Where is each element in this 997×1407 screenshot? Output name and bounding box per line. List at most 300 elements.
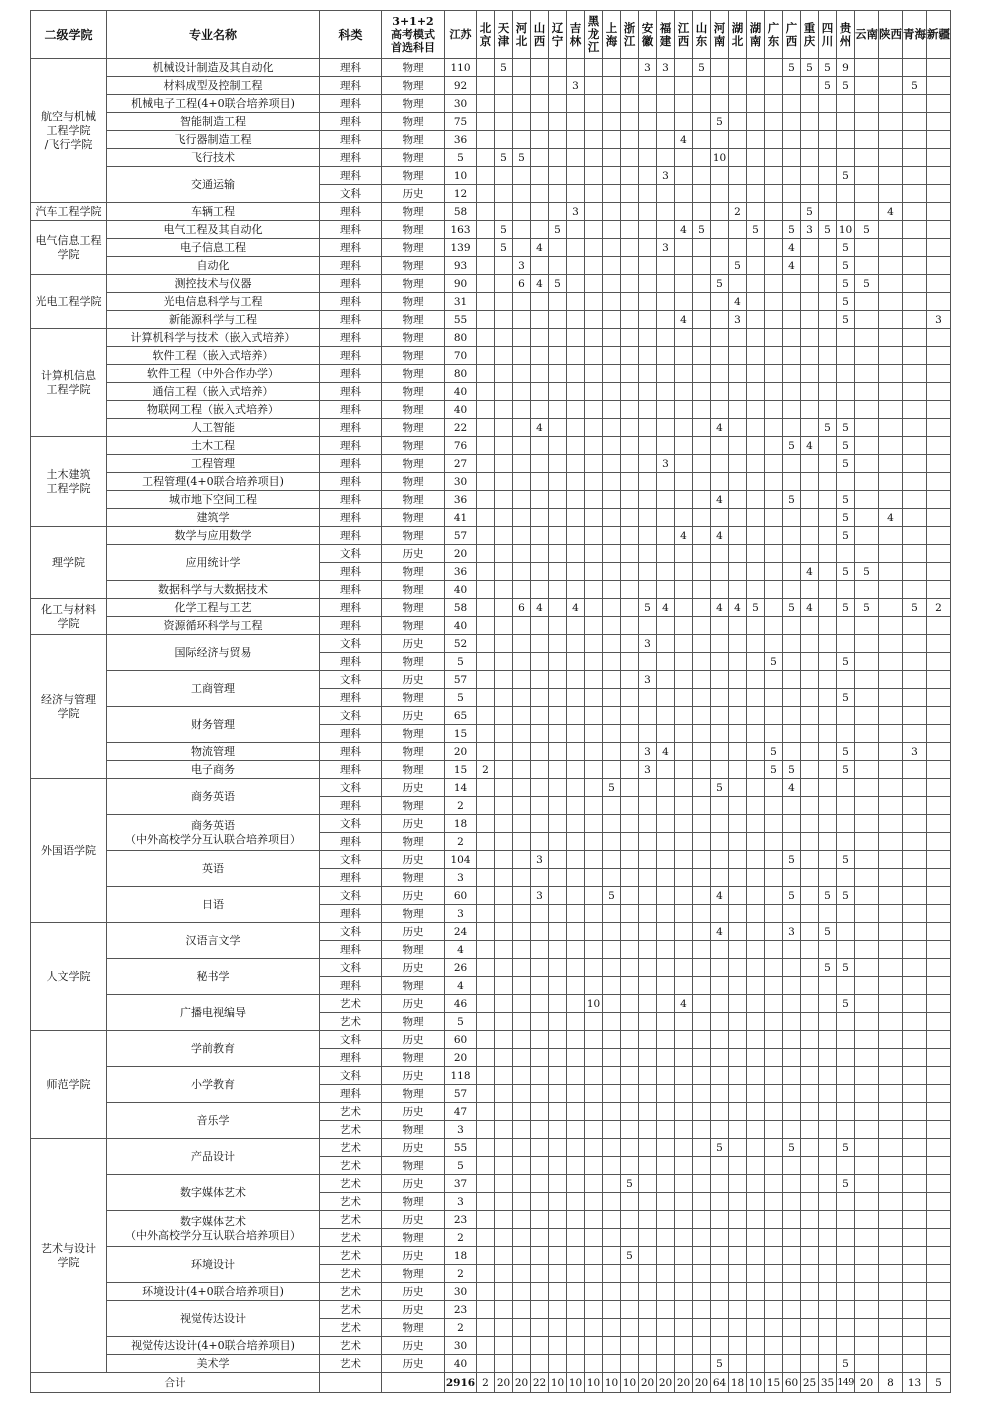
province-quota-cell xyxy=(729,1265,747,1283)
province-quota-cell xyxy=(621,1337,639,1355)
major-cell: 应用统计学 xyxy=(107,545,320,581)
province-quota-cell xyxy=(513,365,531,383)
province-quota-cell xyxy=(657,563,675,581)
total-province-cell: 5 xyxy=(927,1373,951,1393)
header-province: 湖南 xyxy=(747,11,765,59)
jiangsu-quota-cell: 93 xyxy=(445,257,477,275)
college-cell: 电气信息工程 学院 xyxy=(31,221,107,275)
province-quota-cell xyxy=(639,1085,657,1103)
province-quota-cell xyxy=(675,347,693,365)
jiangsu-quota-cell: 163 xyxy=(445,221,477,239)
province-quota-cell xyxy=(747,581,765,599)
province-quota-cell xyxy=(639,347,657,365)
category-cell: 理科 xyxy=(320,797,382,815)
province-quota-cell xyxy=(585,959,603,977)
province-quota-cell xyxy=(819,1013,837,1031)
province-quota-cell xyxy=(477,1121,495,1139)
province-quota-cell xyxy=(765,833,783,851)
province-quota-cell xyxy=(477,239,495,257)
province-quota-cell xyxy=(819,293,837,311)
subject-cell: 历史 xyxy=(382,671,445,689)
province-quota-cell xyxy=(729,1049,747,1067)
province-quota-cell xyxy=(531,1229,549,1247)
province-quota-cell xyxy=(711,1031,729,1049)
province-quota-cell xyxy=(585,149,603,167)
jiangsu-quota-cell: 80 xyxy=(445,365,477,383)
province-quota-cell xyxy=(711,617,729,635)
province-quota-cell xyxy=(765,995,783,1013)
province-quota-cell xyxy=(477,851,495,869)
province-quota-cell xyxy=(801,275,819,293)
province-quota-cell xyxy=(585,635,603,653)
province-quota-cell xyxy=(783,185,801,203)
province-quota-cell xyxy=(693,941,711,959)
jiangsu-quota-cell: 58 xyxy=(445,599,477,617)
province-quota-cell xyxy=(603,563,621,581)
province-quota-cell xyxy=(801,1301,819,1319)
province-quota-cell xyxy=(621,797,639,815)
province-quota-cell xyxy=(855,1319,879,1337)
province-quota-cell xyxy=(495,1085,513,1103)
province-quota-cell xyxy=(639,383,657,401)
province-quota-cell xyxy=(603,761,621,779)
province-quota-cell xyxy=(513,653,531,671)
province-quota-cell xyxy=(729,221,747,239)
province-quota-cell xyxy=(855,1301,879,1319)
major-cell: 电子信息工程 xyxy=(107,239,320,257)
province-quota-cell xyxy=(747,347,765,365)
province-quota-cell xyxy=(585,707,603,725)
province-quota-cell xyxy=(903,473,927,491)
province-quota-cell xyxy=(927,815,951,833)
header-province: 云南 xyxy=(855,11,879,59)
province-quota-cell xyxy=(729,563,747,581)
province-quota-cell xyxy=(639,725,657,743)
province-quota-cell xyxy=(585,437,603,455)
province-quota-cell xyxy=(495,1283,513,1301)
category-cell: 理科 xyxy=(320,131,382,149)
province-quota-cell xyxy=(639,1301,657,1319)
province-quota-cell xyxy=(675,599,693,617)
province-quota-cell xyxy=(621,329,639,347)
province-quota-cell xyxy=(903,1139,927,1157)
table-row xyxy=(31,959,951,977)
province-quota-cell xyxy=(801,1031,819,1049)
province-quota-cell xyxy=(603,671,621,689)
province-quota-cell xyxy=(801,491,819,509)
total-province-cell: 10 xyxy=(549,1373,567,1393)
province-quota-cell xyxy=(903,653,927,671)
province-quota-cell xyxy=(879,779,903,797)
table-row xyxy=(31,221,951,239)
province-quota-cell xyxy=(693,149,711,167)
province-quota-cell xyxy=(495,185,513,203)
province-quota-cell xyxy=(531,689,549,707)
province-quota-cell xyxy=(675,941,693,959)
province-quota-cell xyxy=(855,761,879,779)
province-quota-cell xyxy=(819,833,837,851)
province-quota-cell xyxy=(837,1265,855,1283)
province-quota-cell xyxy=(747,977,765,995)
province-quota-cell xyxy=(765,419,783,437)
province-quota-cell xyxy=(531,1157,549,1175)
major-cell: 数字媒体艺术 （中外高校学分互认联合培养项目） xyxy=(107,1211,320,1247)
province-quota-cell xyxy=(477,1031,495,1049)
province-quota-cell xyxy=(531,311,549,329)
province-quota-cell xyxy=(567,1103,585,1121)
province-quota-cell xyxy=(801,1139,819,1157)
province-quota-cell xyxy=(513,419,531,437)
province-quota-cell xyxy=(693,1211,711,1229)
province-quota-cell xyxy=(513,941,531,959)
province-quota-cell xyxy=(603,95,621,113)
province-quota-cell xyxy=(729,1301,747,1319)
province-quota-cell xyxy=(879,401,903,419)
province-quota-cell xyxy=(477,1103,495,1121)
province-quota-cell xyxy=(639,167,657,185)
province-quota-cell xyxy=(567,1301,585,1319)
province-quota-cell xyxy=(693,1085,711,1103)
province-quota-cell xyxy=(477,941,495,959)
province-quota-cell xyxy=(621,1031,639,1049)
province-quota-cell xyxy=(657,617,675,635)
province-quota-cell xyxy=(513,959,531,977)
province-quota-cell xyxy=(729,1211,747,1229)
jiangsu-quota-cell: 26 xyxy=(445,959,477,977)
major-cell: 新能源科学与工程 xyxy=(107,311,320,329)
province-quota-cell xyxy=(531,1301,549,1319)
province-quota-cell xyxy=(711,815,729,833)
province-quota-cell xyxy=(783,1013,801,1031)
table-row xyxy=(31,455,951,473)
province-quota-cell xyxy=(747,1337,765,1355)
province-quota-cell xyxy=(801,1067,819,1085)
province-quota-cell xyxy=(711,455,729,473)
total-jiangsu-cell: 2916 xyxy=(445,1373,477,1393)
subject-cell: 物理 xyxy=(382,347,445,365)
province-quota-cell xyxy=(603,1283,621,1301)
province-quota-cell xyxy=(711,473,729,491)
province-quota-cell xyxy=(513,1193,531,1211)
province-quota-cell xyxy=(639,1319,657,1337)
subject-cell: 物理 xyxy=(382,1229,445,1247)
province-quota-cell xyxy=(603,1031,621,1049)
province-quota-cell xyxy=(675,1013,693,1031)
province-quota-cell xyxy=(513,995,531,1013)
province-quota-cell xyxy=(903,797,927,815)
category-cell: 艺术 xyxy=(320,1301,382,1319)
province-quota-cell xyxy=(837,1031,855,1049)
province-quota-cell xyxy=(585,329,603,347)
category-cell: 文科 xyxy=(320,959,382,977)
province-quota-cell xyxy=(747,545,765,563)
province-quota-cell xyxy=(657,797,675,815)
province-quota-cell xyxy=(801,851,819,869)
province-quota-cell xyxy=(531,1121,549,1139)
province-quota-cell xyxy=(477,383,495,401)
province-quota-cell xyxy=(747,653,765,671)
province-quota-cell xyxy=(531,221,549,239)
province-quota-cell xyxy=(747,1355,765,1373)
subject-cell: 历史 xyxy=(382,1031,445,1049)
province-quota-cell xyxy=(513,455,531,473)
province-quota-cell: 5 xyxy=(855,563,879,581)
province-quota-cell xyxy=(477,401,495,419)
province-quota-cell: 2 xyxy=(477,761,495,779)
province-quota-cell xyxy=(819,131,837,149)
province-quota-cell xyxy=(747,725,765,743)
province-quota-cell xyxy=(531,725,549,743)
province-quota-cell xyxy=(675,491,693,509)
province-quota-cell xyxy=(477,743,495,761)
province-quota-cell xyxy=(879,1013,903,1031)
province-quota-cell: 5 xyxy=(783,599,801,617)
province-quota-cell xyxy=(747,149,765,167)
province-quota-cell xyxy=(783,383,801,401)
province-quota-cell xyxy=(693,1283,711,1301)
province-quota-cell xyxy=(675,275,693,293)
province-quota-cell xyxy=(819,617,837,635)
province-quota-cell xyxy=(801,941,819,959)
province-quota-cell xyxy=(711,545,729,563)
province-quota-cell: 5 xyxy=(783,1139,801,1157)
category-cell: 文科 xyxy=(320,635,382,653)
province-quota-cell xyxy=(549,851,567,869)
province-quota-cell xyxy=(477,1049,495,1067)
province-quota-cell xyxy=(675,1085,693,1103)
subject-cell: 历史 xyxy=(382,545,445,563)
province-quota-cell xyxy=(747,473,765,491)
province-quota-cell xyxy=(495,977,513,995)
province-quota-cell: 4 xyxy=(531,419,549,437)
province-quota-cell xyxy=(657,869,675,887)
province-quota-cell xyxy=(657,1229,675,1247)
subject-cell: 物理 xyxy=(382,113,445,131)
province-quota-cell xyxy=(747,833,765,851)
province-quota-cell xyxy=(657,527,675,545)
province-quota-cell xyxy=(879,707,903,725)
category-cell: 文科 xyxy=(320,1031,382,1049)
province-quota-cell xyxy=(603,1355,621,1373)
province-quota-cell xyxy=(693,635,711,653)
province-quota-cell xyxy=(603,707,621,725)
province-quota-cell xyxy=(477,1175,495,1193)
province-quota-cell xyxy=(549,365,567,383)
province-quota-cell xyxy=(531,185,549,203)
province-quota-cell xyxy=(621,149,639,167)
province-quota-cell xyxy=(567,185,585,203)
province-quota-cell xyxy=(879,689,903,707)
college-cell: 化工与材料 学院 xyxy=(31,599,107,635)
province-quota-cell xyxy=(837,1013,855,1031)
subject-cell: 物理 xyxy=(382,293,445,311)
province-quota-cell xyxy=(477,887,495,905)
province-quota-cell xyxy=(567,977,585,995)
province-quota-cell xyxy=(927,1337,951,1355)
province-quota-cell xyxy=(903,671,927,689)
province-quota-cell xyxy=(477,599,495,617)
major-cell: 土木工程 xyxy=(107,437,320,455)
province-quota-cell xyxy=(657,1211,675,1229)
province-quota-cell xyxy=(903,293,927,311)
subject-cell: 物理 xyxy=(382,1013,445,1031)
college-cell: 人文学院 xyxy=(31,923,107,1031)
province-quota-cell xyxy=(729,833,747,851)
table-row xyxy=(31,779,951,797)
province-quota-cell xyxy=(927,1013,951,1031)
province-quota-cell xyxy=(837,347,855,365)
province-quota-cell xyxy=(903,617,927,635)
province-quota-cell xyxy=(765,617,783,635)
province-quota-cell xyxy=(477,635,495,653)
province-quota-cell xyxy=(531,113,549,131)
province-quota-cell xyxy=(675,365,693,383)
province-quota-cell xyxy=(729,941,747,959)
province-quota-cell xyxy=(567,311,585,329)
province-quota-cell: 3 xyxy=(531,851,549,869)
province-quota-cell xyxy=(879,293,903,311)
table-row xyxy=(31,1211,951,1229)
province-quota-cell xyxy=(765,563,783,581)
province-quota-cell xyxy=(693,833,711,851)
header-province: 广西 xyxy=(783,11,801,59)
province-quota-cell xyxy=(729,77,747,95)
jiangsu-quota-cell: 52 xyxy=(445,635,477,653)
province-quota-cell xyxy=(513,977,531,995)
province-quota-cell xyxy=(783,725,801,743)
province-quota-cell xyxy=(783,1265,801,1283)
province-quota-cell xyxy=(693,725,711,743)
table-row xyxy=(31,113,951,131)
province-quota-cell: 5 xyxy=(837,563,855,581)
jiangsu-quota-cell: 5 xyxy=(445,1013,477,1031)
jiangsu-quota-cell: 20 xyxy=(445,743,477,761)
jiangsu-quota-cell: 36 xyxy=(445,131,477,149)
province-quota-cell xyxy=(765,635,783,653)
province-quota-cell xyxy=(657,149,675,167)
province-quota-cell xyxy=(801,761,819,779)
total-row xyxy=(31,1373,951,1393)
province-quota-cell: 5 xyxy=(783,437,801,455)
province-quota-cell xyxy=(855,833,879,851)
province-quota-cell xyxy=(549,149,567,167)
province-quota-cell xyxy=(711,761,729,779)
province-quota-cell xyxy=(879,563,903,581)
subject-cell: 物理 xyxy=(382,329,445,347)
province-quota-cell xyxy=(855,707,879,725)
province-quota-cell: 5 xyxy=(837,1355,855,1373)
province-quota-cell xyxy=(657,905,675,923)
province-quota-cell xyxy=(477,1337,495,1355)
province-quota-cell xyxy=(675,77,693,95)
province-quota-cell: 4 xyxy=(783,239,801,257)
province-quota-cell: 5 xyxy=(765,761,783,779)
province-quota-cell xyxy=(639,149,657,167)
province-quota-cell xyxy=(783,1301,801,1319)
province-quota-cell xyxy=(639,509,657,527)
header-college: 二级学院 xyxy=(31,11,107,59)
province-quota-cell xyxy=(495,959,513,977)
jiangsu-quota-cell: 57 xyxy=(445,1085,477,1103)
province-quota-cell xyxy=(585,347,603,365)
province-quota-cell xyxy=(855,1337,879,1355)
province-quota-cell xyxy=(765,1049,783,1067)
province-quota-cell xyxy=(927,329,951,347)
province-quota-cell xyxy=(639,293,657,311)
province-quota-cell xyxy=(495,887,513,905)
province-quota-cell xyxy=(927,131,951,149)
header-major: 专业名称 xyxy=(107,11,320,59)
province-quota-cell xyxy=(585,905,603,923)
province-quota-cell xyxy=(585,1049,603,1067)
province-quota-cell xyxy=(729,527,747,545)
province-quota-cell xyxy=(879,95,903,113)
province-quota-cell xyxy=(927,1247,951,1265)
province-quota-cell xyxy=(603,1103,621,1121)
province-quota-cell: 5 xyxy=(711,113,729,131)
province-quota-cell xyxy=(513,905,531,923)
province-quota-cell xyxy=(549,1355,567,1373)
province-quota-cell xyxy=(837,779,855,797)
province-quota-cell xyxy=(783,869,801,887)
province-quota-cell xyxy=(675,1301,693,1319)
table-row xyxy=(31,995,951,1013)
province-quota-cell xyxy=(801,1157,819,1175)
table-row xyxy=(31,761,951,779)
province-quota-cell: 2 xyxy=(729,203,747,221)
header-category: 科类 xyxy=(320,11,382,59)
province-quota-cell xyxy=(603,311,621,329)
province-quota-cell xyxy=(855,1103,879,1121)
province-quota-cell xyxy=(855,689,879,707)
province-quota-cell xyxy=(801,707,819,725)
province-quota-cell xyxy=(819,599,837,617)
province-quota-cell xyxy=(657,329,675,347)
province-quota-cell xyxy=(513,1175,531,1193)
jiangsu-quota-cell: 2 xyxy=(445,1265,477,1283)
province-quota-cell xyxy=(603,365,621,383)
jiangsu-quota-cell: 30 xyxy=(445,1283,477,1301)
province-quota-cell xyxy=(927,491,951,509)
major-cell: 城市地下空间工程 xyxy=(107,491,320,509)
province-quota-cell xyxy=(495,725,513,743)
province-quota-cell xyxy=(747,239,765,257)
category-cell: 理科 xyxy=(320,599,382,617)
category-cell: 理科 xyxy=(320,941,382,959)
province-quota-cell xyxy=(603,1337,621,1355)
jiangsu-quota-cell: 57 xyxy=(445,527,477,545)
province-quota-cell xyxy=(567,707,585,725)
province-quota-cell xyxy=(621,509,639,527)
province-quota-cell xyxy=(879,113,903,131)
table-row xyxy=(31,527,951,545)
province-quota-cell xyxy=(879,347,903,365)
jiangsu-quota-cell: 58 xyxy=(445,203,477,221)
province-quota-cell xyxy=(801,347,819,365)
province-quota-cell xyxy=(531,1193,549,1211)
province-quota-cell xyxy=(903,1175,927,1193)
province-quota-cell xyxy=(765,437,783,455)
province-quota-cell xyxy=(639,455,657,473)
province-quota-cell xyxy=(747,815,765,833)
province-quota-cell xyxy=(783,473,801,491)
jiangsu-quota-cell: 40 xyxy=(445,617,477,635)
province-quota-cell xyxy=(729,725,747,743)
province-quota-cell xyxy=(729,1193,747,1211)
total-province-cell: 60 xyxy=(783,1373,801,1393)
table-row xyxy=(31,419,951,437)
subject-cell: 物理 xyxy=(382,581,445,599)
